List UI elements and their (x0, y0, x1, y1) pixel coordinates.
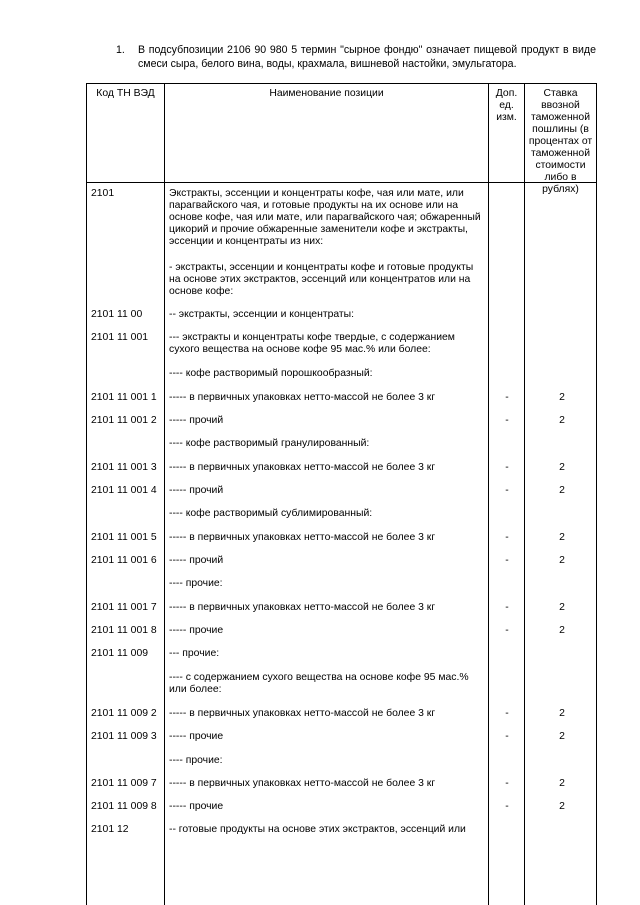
row-unit: - (505, 415, 509, 426)
row-rate: 2 (559, 462, 565, 473)
row-code: 2101 11 001 8 (91, 625, 157, 636)
row-code: 2101 11 009 2 (91, 708, 157, 719)
header-name: Наименование позиции (269, 88, 384, 99)
row-rate: 2 (559, 602, 565, 613)
row-name: ----- прочие (169, 625, 224, 636)
row-name: ----- прочие (169, 801, 224, 812)
row-rate: 2 (559, 532, 565, 543)
column-divider (488, 84, 489, 905)
row-unit: - (505, 392, 509, 403)
row-name: -- экстракты, эссенции и концентраты: (169, 309, 355, 320)
row-name: ---- кофе растворимый гранулированный: (169, 438, 370, 449)
row-name: ----- в первичных упаковках нетто-массой не более 3 кг (169, 602, 436, 613)
row-unit: - (505, 532, 509, 543)
row-code: 2101 11 001 5 (91, 532, 157, 543)
row-name: ----- в первичных упаковках нетто-массой не более 3 кг (169, 532, 436, 543)
row-code: 2101 11 001 3 (91, 462, 157, 473)
row-name: ----- в первичных упаковках нетто-массой не более 3 кг (169, 778, 436, 789)
row-code: 2101 11 009 7 (91, 778, 157, 789)
header-code: Код ТН ВЭД (96, 88, 155, 99)
row-code: 2101 11 001 1 (91, 392, 157, 403)
row-code: 2101 12 (91, 824, 129, 835)
row-rate: 2 (559, 555, 565, 566)
row-rate: 2 (559, 731, 565, 742)
tariff-table (86, 83, 597, 905)
row-code: 2101 11 001 (91, 332, 149, 343)
row-name: ----- в первичных упаковках нетто-массой не более 3 кг (169, 392, 436, 403)
row-name: ---- прочие: (169, 755, 223, 766)
row-code: 2101 11 001 6 (91, 555, 157, 566)
header-divider (87, 182, 597, 183)
row-code: 2101 11 00 (91, 309, 143, 320)
row-name: ----- прочий (169, 485, 224, 496)
row-rate: 2 (559, 392, 565, 403)
row-rate: 2 (559, 801, 565, 812)
row-rate: 2 (559, 708, 565, 719)
row-unit: - (505, 801, 509, 812)
row-unit: - (505, 555, 509, 566)
footnote-text: В подсубпозиции 2106 90 980 5 термин "сырное фондю" означает пищевой продукт в виде смеси сыра, белого вина, воды, крахмала, вишневой настойки, эмульгатора. (138, 44, 596, 70)
row-rate: 2 (559, 778, 565, 789)
row-code: 2101 11 001 2 (91, 415, 157, 426)
column-divider (524, 84, 525, 905)
row-unit: - (505, 602, 509, 613)
row-name: - экстракты, эссенции и концентраты кофе и готовые продукты на основе этих экстрактов, эссенций или концентратов или на основе кофе: (169, 262, 474, 297)
footnote-number: 1. (116, 44, 125, 56)
row-code: 2101 (91, 188, 115, 199)
row-name: ---- кофе растворимый порошкообразный: (169, 368, 373, 379)
row-name: ----- прочий (169, 415, 224, 426)
row-rate: 2 (559, 415, 565, 426)
row-unit: - (505, 731, 509, 742)
header-unit: Доп. ед. изм. (495, 88, 518, 123)
row-name: ----- в первичных упаковках нетто-массой не более 3 кг (169, 708, 436, 719)
row-code: 2101 11 009 (91, 648, 149, 659)
row-unit: - (505, 708, 509, 719)
footnote (116, 43, 596, 71)
row-name: ----- в первичных упаковках нетто-массой не более 3 кг (169, 462, 436, 473)
row-unit: - (505, 462, 509, 473)
row-name: ---- с содержанием сухого вещества на основе кофе 95 мас.% или более: (169, 672, 469, 695)
row-code: 2101 11 001 4 (91, 485, 157, 496)
row-code: 2101 11 009 8 (91, 801, 157, 812)
row-rate: 2 (559, 625, 565, 636)
row-unit: - (505, 485, 509, 496)
row-name: --- экстракты и концентраты кофе твердые, с содержанием сухого вещества на основе кофе 95 мас.% или более: (169, 332, 455, 355)
row-name: ---- кофе растворимый сублимированный: (169, 508, 373, 519)
row-unit: - (505, 778, 509, 789)
row-rate: 2 (559, 485, 565, 496)
header-rate: Ставка ввозной таможенной пошлины (в процентах от таможенной стоимости либо в рублях) (528, 88, 593, 195)
row-name: ----- прочий (169, 555, 224, 566)
row-name: ----- прочие (169, 731, 224, 742)
row-name: Экстракты, эссенции и концентраты кофе, чая или мате, или парагвайского чая, и готовые продукты на их основе или на основе кофе, чая или мате, или парагвайского чая; обжаренный цикорий и прочие обжаренные заменители кофе и экстракты, эссенции и концентраты из них: (169, 188, 481, 247)
row-name: ---- прочие: (169, 578, 223, 589)
row-code: 2101 11 001 7 (91, 602, 157, 613)
row-unit: - (505, 625, 509, 636)
row-code: 2101 11 009 3 (91, 731, 157, 742)
row-name: --- прочие: (169, 648, 220, 659)
row-name: -- готовые продукты на основе этих экстрактов, эссенций или (169, 824, 466, 835)
